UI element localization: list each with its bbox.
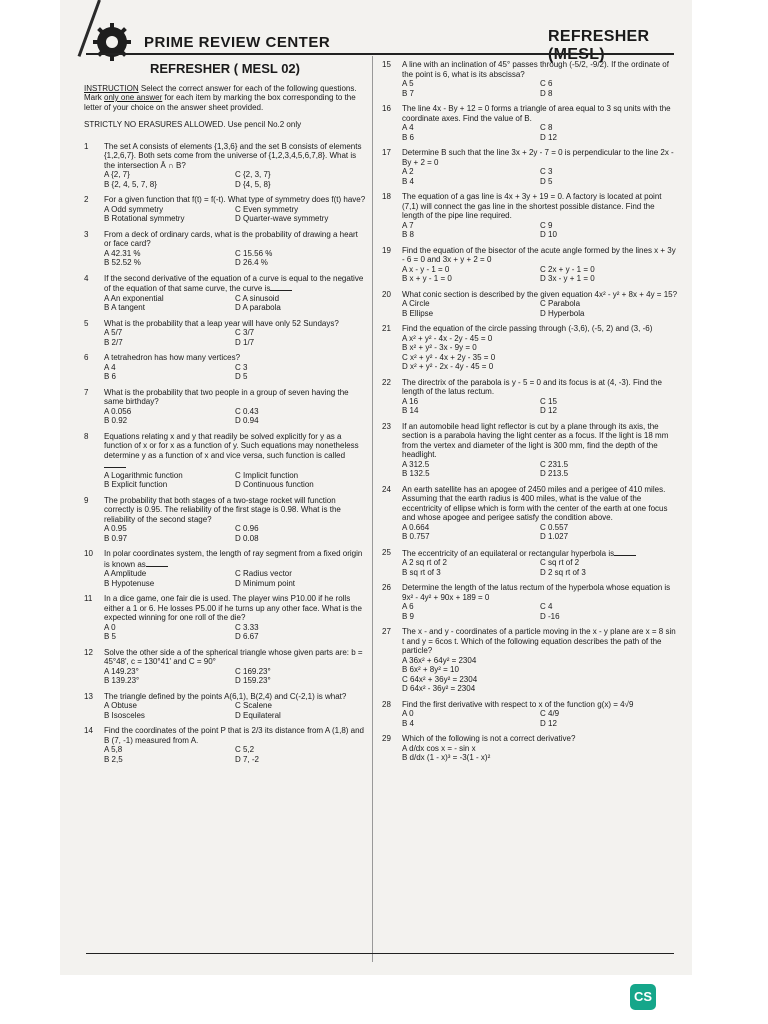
question-text [402,378,678,397]
instruction-text-1: Select the correct answer for each of the following questions. Mark [84,83,357,102]
choice: C 2x + y - 1 = 0 [540,264,595,274]
choice: D 8 [540,88,553,98]
choice: A 0.056 [104,406,132,416]
choices [402,265,678,284]
question-number: 9 [84,495,89,505]
instruction-text-2: for each item by marking the box corresponding to the letter of your choice on the answer sheet provided. [84,93,356,112]
question-stem: In a dice game, one fair die is used. The player wins P10.00 if he rolls either a 1 or 6. He losses P5.00 if he turns up any other face. What is the expected winning for one roll of the die? [104,594,362,622]
choice: D 5 [540,176,553,186]
instruction-label: INSTRUCTION [84,83,139,93]
question-stem: What is the probability that a leap year will have only 52 Sundays? [104,318,339,328]
question-item [382,324,678,372]
choice: D 12 [540,718,557,728]
question-item [84,319,366,348]
question-list-left [84,142,366,765]
choice: A 0 [402,709,414,718]
column-divider [372,56,373,962]
question-text [402,246,678,265]
choice: B 132.5 [402,469,430,478]
choice: A 2 sq rt of 2 [402,558,447,567]
choice: B 2,5 [104,754,123,764]
choices [104,524,366,543]
question-text [104,230,366,249]
choice: C 15.56 % [235,248,273,258]
question-text [104,195,366,205]
choice: D 213.5 [540,469,569,478]
choices [104,745,366,764]
question-number: 3 [84,229,89,239]
choice: D 6.67 [235,632,259,641]
choices [402,523,678,542]
choice: C 4 [540,602,553,611]
question-text [402,290,678,300]
choice: A Logarithmic function [104,470,183,480]
question-text [104,353,366,363]
course-title: REFRESHER [548,28,650,45]
question-text [104,388,366,407]
choice: C x² + y² - 4x + 2y - 35 = 0 [402,352,496,362]
choice: D Quarter-wave symmetry [235,214,329,223]
question-text [104,432,366,471]
choices [104,249,366,268]
question-number: 2 [84,195,89,204]
choice: B 14 [402,406,419,415]
choices [104,363,366,382]
question-item [382,192,678,240]
question-item [382,378,678,416]
choice: D 1.027 [540,532,569,541]
question-stem: A tetrahedron has how many vertices? [104,353,241,362]
question-text [402,627,678,656]
question-text [402,422,678,460]
choice: B 0.757 [402,532,430,541]
question-stem: In polar coordinates system, the length of ray segment from a fixed origin is known as [104,549,363,569]
choice: B 5 [104,632,117,641]
question-item [382,104,678,142]
question-number: 25 [382,547,391,557]
choice: B 6x² + 8y² = 10 [402,665,459,674]
question-stem: Which of the following is not a correct derivative? [402,734,576,743]
choice: B Ellipse [402,308,434,318]
choice: D {4, 5, 8} [235,179,271,189]
question-number: 15 [382,60,391,69]
choice: D Continuous function [235,480,314,489]
choice: A 149.23° [104,666,139,676]
choice: D 26.4 % [235,258,268,267]
question-item [84,274,366,313]
footer-rule [86,953,674,954]
choice: A 42.31 % [104,248,141,258]
choice: A 5,8 [104,745,123,754]
choice: C 0.557 [540,522,569,532]
question-text [104,692,366,702]
question-stem: Determine B such that the line 3x + 2y - 7 = 0 is perpendicular to the line 2x - By + 2 = 0 [402,148,674,167]
choices [402,167,678,186]
question-number: 18 [382,192,391,201]
question-number: 10 [84,549,93,558]
choice: B 6 [104,372,117,381]
question-number: 6 [84,353,89,362]
choice: C 5,2 [235,745,255,754]
question-item [382,700,678,729]
choices [402,334,678,372]
choice: A {2, 7} [104,170,130,179]
choice: D 5 [235,372,248,381]
question-text [104,319,366,329]
strict-note: STRICTLY NO ERASURES ALLOWED. Use pencil No.2 only [84,120,302,129]
choice: A Amplitude [104,569,147,578]
choice: A Obtuse [104,701,137,710]
choice: A d/dx cos x = - sin x [402,743,476,753]
question-item [382,246,678,284]
question-stem: Find the coordinates of the point P that is 2/3 its distance from A (1,8) and B (7, -1) measured from A. [104,726,365,745]
question-item [382,485,678,542]
question-text [104,648,366,667]
question-number: 28 [382,699,391,709]
choice: C Even symmetry [235,204,299,214]
choice: C 8 [540,123,553,132]
question-text [402,548,678,559]
question-stem: If an automobile head light reflector is cut by a plane through its axis, the section is a parabola having the light center as a focus. If the light is 18 mm from the vertex and diameter of the light is 300 mm, find the depth of the headlight. [402,421,669,459]
choice: B 4 [402,718,415,728]
question-number: 8 [84,431,89,441]
question-item [84,142,366,190]
choice: C Parabola [540,299,581,308]
choice: A 36x² + 64y² = 2304 [402,655,477,665]
choice: C {2, 3, 7} [235,170,271,179]
choice: C 15 [540,396,557,406]
review-center-title: PRIME REVIEW CENTER [144,34,331,51]
choice: D Minimum point [235,578,296,588]
question-number: 1 [84,141,89,151]
header-rule [86,53,674,55]
question-text [402,60,678,79]
question-item [84,692,366,721]
gear-logo-icon [92,22,132,62]
exam-title: REFRESHER ( MESL 02) [149,61,300,76]
choice: A 5 [402,79,414,88]
question-text [104,726,366,745]
choices [104,569,366,588]
choice: C 3.33 [235,622,259,632]
choices [104,205,366,224]
choice: A Circle [402,299,430,308]
choice: D 0.94 [235,416,259,425]
question-item [382,627,678,694]
choice: C 6 [540,79,553,88]
choices [402,744,678,763]
choice: B x + y - 1 = 0 [402,274,452,283]
choice: C 4/9 [540,709,560,718]
choice: A 0.95 [104,524,127,533]
question-text [402,104,678,123]
question-text [104,142,366,171]
choice: B 6 [402,132,415,142]
question-item [382,422,678,479]
question-item [84,195,366,224]
question-item [382,290,678,319]
question-number: 7 [84,387,89,397]
choice: C Scalene [235,701,272,710]
choice: A An exponential [104,293,164,303]
question-number: 27 [382,627,391,636]
choice: A 0 [104,622,116,632]
choices [104,701,366,720]
question-stem: What is the probability that two people in a group of seven having the same birthday? [104,387,349,406]
choice: B {2, 4, 5, 7, 8} [104,179,157,189]
choice: A 7 [402,220,414,230]
question-number: 4 [84,273,89,283]
question-text [104,549,366,569]
choice: D A parabola [235,303,281,312]
choice: A 4 [402,123,414,132]
question-text [402,485,678,523]
instructions [84,84,366,113]
question-stem: The line 4x - By + 12 = 0 forms a triangle of area equal to 3 sq units with the coordinate axes. Find the value of B. [402,104,671,123]
question-item [84,496,366,544]
choices [104,294,366,313]
question-item [382,548,678,578]
choice: B 52.52 % [104,258,141,267]
choice: B Hypotenuse [104,578,155,588]
question-number: 14 [84,726,93,735]
choice: C 64x² + 36y² = 2304 [402,674,478,684]
choice: D 159.23° [235,676,271,685]
answer-blank [146,559,168,567]
choice: B 0.97 [104,533,128,543]
choice: A 312.5 [402,459,430,469]
question-number: 24 [382,484,391,494]
question-item [382,734,678,763]
question-number: 20 [382,289,391,299]
choice: B Isosceles [104,710,145,720]
question-stem: Find the equation of the bisector of the acute angle formed by the lines x + 3y - 6 = 0 and 3x + y + 2 = 0 [402,245,676,264]
question-item [84,594,366,642]
question-stem: The set A consists of elements {1,3,6} and the set B consists of elements {1,2,6,7}. Both sets come from the universe of {1,2,3,4,5,6,7,8}. What is the intersection Ā ∩ B? [104,141,362,170]
question-item [84,648,366,686]
choice: A 2 [402,167,414,176]
instruction-only-one: only one answer [104,93,163,102]
question-text [104,594,366,623]
question-text [402,700,678,710]
question-stem: The triangle defined by the points A(6,1), B(2,4) and C(-2,1) is what? [104,691,347,701]
choice: C A sinusoid [235,293,280,303]
choice: C Radius vector [235,569,292,578]
choice: B d/dx (1 - x)³ = -3(1 - x)² [402,753,491,762]
choice: B 0.92 [104,416,128,425]
choice: D 3x - y + 1 = 0 [540,274,595,283]
choice: D 64x² - 36y² = 2304 [402,684,476,693]
choice: A x - y - 1 = 0 [402,264,450,274]
choice: B x² + y² - 3x - 9y = 0 [402,343,477,352]
question-text [402,324,678,334]
question-number: 11 [84,594,93,603]
choice: D 0.08 [235,533,259,543]
question-number: 22 [382,377,391,387]
question-stem: The probability that both stages of a two-stage rocket will function correctly is 0.95. The reliability of the first stage is 0.98. What is the reliability of the second stage? [104,495,341,524]
question-stem: An earth satellite has an apogee of 2450 miles and a perigee of 410 miles. Assuming that the earth radius is 400 miles, what is the value of the eccentricity of ellipse which is form with the center of the earth at one focus and whose apogee and perigee satisfy the condition above. [402,484,668,522]
question-item [84,230,366,268]
choice: C 0.96 [235,524,259,533]
choice: C 0.43 [235,406,259,416]
choice: D 10 [540,230,557,239]
choice: B sq rt of 3 [402,567,441,577]
choice: B 2/7 [104,337,123,347]
choice: B 7 [402,88,415,98]
choice: D Equilateral [235,710,281,720]
choices [104,623,366,642]
question-stem: Determine the length of the latus rectum of the hyperbola whose equation is 9x² - 4y² + 90x + 189 = 0 [402,583,671,602]
choice: A 16 [402,396,419,406]
choices [402,460,678,479]
choice: A x² + y² - 4x - 2y - 45 = 0 [402,333,493,343]
choices [104,407,366,426]
question-number: 17 [382,148,391,157]
choice: B 4 [402,176,415,186]
camscanner-badge: CS [630,984,656,1010]
choice: D 12 [540,406,557,415]
choice: C 3 [235,362,248,372]
question-stem: For a given function that f(t) = f(-t). What type of symmetry does f(t) have? [104,195,366,204]
question-text [104,496,366,525]
choice: B Explicit function [104,480,168,489]
choice: C Implicit function [235,470,299,480]
choice: A 0.664 [402,522,430,532]
question-stem: The equation of a gas line is 4x + 3y + 19 = 0. A factory is located at point (7,1) will connect the gas line in the shortest possible distance. Find the length of the pipe line required. [402,192,662,220]
question-stem: Equations relating x and y that readily be solved explicitly for y as a function of x or for x as a function of y. Such equations may nonetheless determine y as a function of x and vice versa, such function is called [104,431,359,460]
choice: B 9 [402,611,415,621]
choice: C 231.5 [540,459,569,469]
question-text [402,192,678,221]
question-list-right [382,60,678,763]
choice: D Hyperbola [540,308,585,318]
question-stem: The eccentricity of an equilateral or rectangular hyperbola is [402,548,615,558]
question-number: 16 [382,104,391,113]
choices [402,558,678,577]
question-item [84,353,366,382]
choice: C 9 [540,220,553,230]
question-stem: A line with an inclination of 45° passes through (-5/2, -9/2). If the ordinate of the point is 6, what is its abscissa? [402,60,669,79]
choice: C 169.23° [235,666,271,676]
question-text [402,583,678,602]
question-item [84,726,366,764]
choices [104,328,366,347]
choice: B 139.23° [104,676,140,685]
question-item [382,583,678,621]
choice: B Rotational symmetry [104,214,185,223]
choice: D 2 sq rt of 3 [540,567,586,577]
choices [402,397,678,416]
question-item [84,432,366,490]
choice: D 12 [540,132,557,142]
question-number: 26 [382,583,391,592]
choice: D -16 [540,611,560,621]
choice: A 6 [402,602,414,611]
question-number: 29 [382,734,391,743]
choice: C sq rt of 2 [540,558,580,567]
question-number: 5 [84,318,89,328]
question-stem: Find the first derivative with respect to x of the function g(x) = 4√9 [402,699,634,709]
choices [402,123,678,142]
choices [402,299,678,318]
choices [402,656,678,694]
question-item [84,549,366,588]
choices [104,667,366,686]
question-number: 13 [84,691,93,701]
answer-blank [104,460,126,468]
choice: C 3/7 [235,328,255,337]
choices [402,602,678,621]
choice: B A tangent [104,303,145,312]
question-number: 23 [382,421,391,431]
question-number: 19 [382,245,391,255]
answer-blank [270,283,292,291]
choices [402,221,678,240]
question-stem: The x - and y - coordinates of a particle moving in the x - y plane are x = 8 sin t and y = 6cos t. Which of the following equation describes the path of the particle? [402,627,676,655]
exam-sheet [60,0,692,975]
question-stem: From a deck of ordinary cards, what is the probability of drawing a heart or face card? [104,229,358,248]
choices [104,471,366,490]
choice: D 1/7 [235,337,255,347]
question-stem: The directrix of the parabola is y - 5 = 0 and its focus is at (4, -3). Find the length of the latus rectum. [402,377,662,396]
choice: A 5/7 [104,328,123,337]
question-stem: Find the equation of the circle passing through (-3,6), (-5, 2) and (3, -6) [402,324,653,333]
choice: A Odd symmetry [104,204,164,214]
left-column [84,60,366,770]
question-item [382,148,678,186]
choices [104,170,366,189]
choice: D x² + y² - 2x - 4y - 45 = 0 [402,362,494,371]
question-stem: Solve the other side a of the spherical triangle whose given parts are: b = 45°48', c = 130°41' and C = 90° [104,647,363,666]
choice: C 3 [540,167,553,176]
question-number: 12 [84,647,93,657]
choice: A 4 [104,362,116,372]
choices [402,709,678,728]
choice: B 8 [402,230,415,239]
choice: D 7, -2 [235,754,260,764]
question-text [104,274,366,294]
answer-blank [614,548,636,556]
question-stem: What conic section is described by the given equation 4x² - y² + 8x + 4y = 15? [402,289,678,299]
question-item [84,388,366,426]
right-column [382,60,678,769]
question-item [382,60,678,98]
question-stem: If the second derivative of the equation of a curve is equal to the negative of the equation of that same curve, the curve is [104,273,364,293]
question-number: 21 [382,324,391,333]
question-text [402,148,678,167]
question-text [402,734,678,744]
choices [402,79,678,98]
